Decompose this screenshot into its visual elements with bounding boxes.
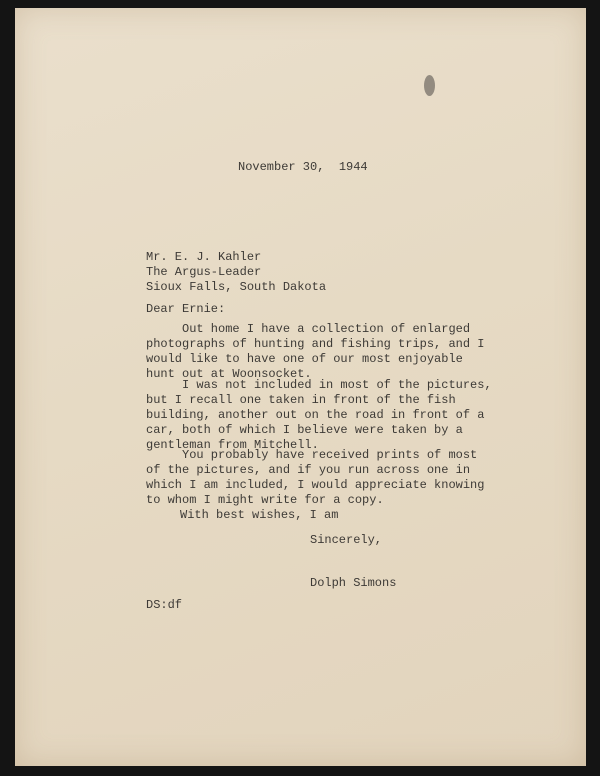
paragraph-3 xyxy=(146,448,484,508)
paragraph-line: would like to have one of our most enjoyable xyxy=(146,352,463,366)
paragraph-line: photographs of hunting and fishing trips, and I xyxy=(146,337,485,351)
reference-initials: DS:df xyxy=(146,598,183,612)
recipient-location: Sioux Falls, South Dakota xyxy=(146,280,327,294)
signer-name: Dolph Simons xyxy=(310,576,397,590)
paragraph-line: Out home I have a collection of enlarged xyxy=(146,322,471,336)
paragraph-line: gentleman from Mitchell. xyxy=(146,438,319,452)
recipient-organization: The Argus-Leader xyxy=(146,265,262,279)
paragraph-line: but I recall one taken in front of the fish xyxy=(146,393,456,407)
paragraph-line: I was not included in most of the pictures, xyxy=(146,378,492,392)
paragraph-line: building, another out on the road in front of a xyxy=(146,408,485,422)
closing-line: With best wishes, I am xyxy=(180,508,339,522)
paragraph-line: You probably have received prints of most xyxy=(146,448,478,462)
ink-spot xyxy=(424,75,435,96)
paragraph-line: to whom I might write for a copy. xyxy=(146,493,384,507)
sign-off: Sincerely, xyxy=(310,533,383,547)
paragraph-line: of the pictures, and if you run across one in xyxy=(146,463,471,477)
letter-date: November 30, 1944 xyxy=(238,160,368,174)
paragraph-line: which I am included, I would appreciate knowing xyxy=(146,478,485,492)
paragraph-2 xyxy=(146,378,492,453)
recipient-name: Mr. E. J. Kahler xyxy=(146,250,262,264)
salutation: Dear Ernie: xyxy=(146,302,226,316)
paragraph-line: hunt out at Woonsocket. xyxy=(146,367,312,381)
paragraph-1 xyxy=(146,322,484,382)
recipient-address xyxy=(146,250,326,295)
paragraph-line: car, both of which I believe were taken by a xyxy=(146,423,463,437)
